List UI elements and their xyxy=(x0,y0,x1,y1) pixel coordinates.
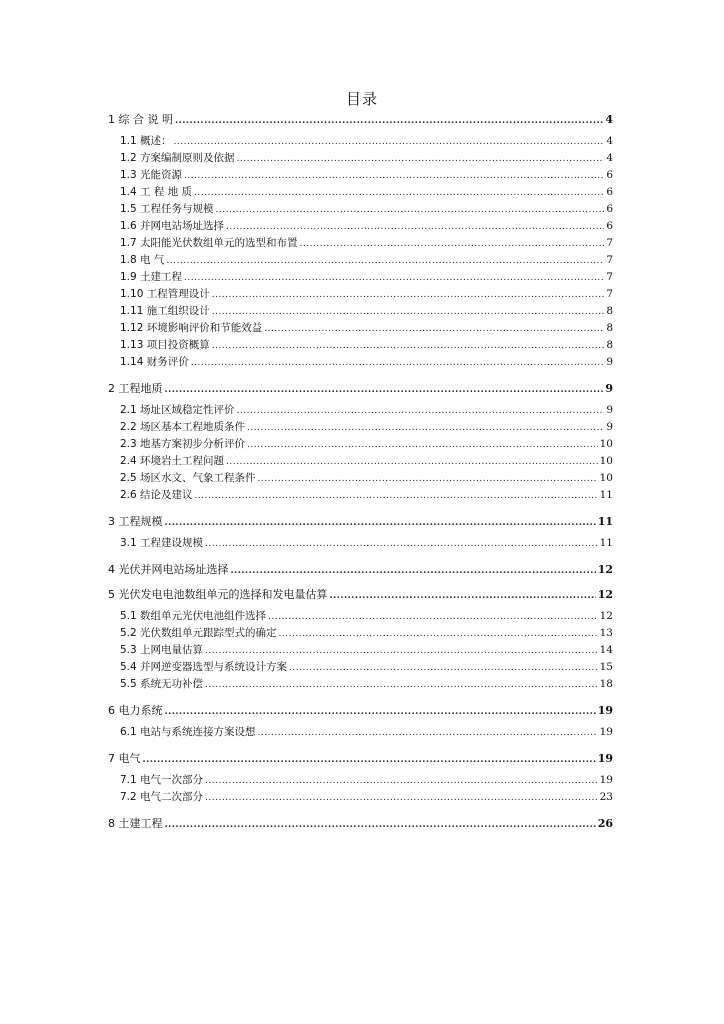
toc-dot-leader xyxy=(300,235,605,253)
toc-page-number: 4 xyxy=(605,113,613,126)
toc-section-entry[interactable] xyxy=(108,167,613,184)
toc-page-number: 19 xyxy=(597,704,613,717)
toc-page-number: 19 xyxy=(599,726,613,738)
toc-entry-label: 1.13 项目投资概算 xyxy=(120,339,210,351)
toc-dot-leader xyxy=(165,514,596,531)
toc-dot-leader xyxy=(289,659,598,677)
toc-dot-leader xyxy=(165,703,596,720)
toc-page-number: 11 xyxy=(599,489,613,501)
toc-entry-label: 2.4 环境岩土工程问题 xyxy=(120,455,225,467)
toc-title: 目录 xyxy=(345,90,378,108)
toc-section-entry[interactable] xyxy=(108,402,613,419)
toc-entry-label: 5.3 上网电量估算 xyxy=(120,644,204,656)
toc-page-number: 11 xyxy=(599,537,613,549)
toc-dot-leader xyxy=(166,252,604,270)
toc-section-entry[interactable] xyxy=(108,235,613,252)
toc-dot-leader xyxy=(175,112,603,129)
toc-dot-leader xyxy=(258,470,598,488)
toc-entry-label: 1.10 工程管理设计 xyxy=(120,288,210,300)
toc-section-entry[interactable] xyxy=(108,252,613,269)
toc-page-number: 8 xyxy=(606,339,613,351)
toc-section-entry[interactable] xyxy=(108,201,613,218)
toc-dot-leader xyxy=(195,487,598,505)
table-of-contents xyxy=(108,112,613,831)
toc-section-entry[interactable] xyxy=(108,535,613,552)
toc-section-entry[interactable] xyxy=(108,320,613,337)
toc-page-number: 19 xyxy=(599,774,613,786)
toc-entry-label: 3.1 工程建设规模 xyxy=(120,537,204,549)
toc-section-entry[interactable] xyxy=(108,184,613,201)
toc-dot-leader xyxy=(330,587,596,604)
toc-section-entry[interactable] xyxy=(108,337,613,354)
toc-dot-leader xyxy=(205,676,598,694)
toc-section-entry[interactable] xyxy=(108,789,613,806)
toc-chapter-entry[interactable] xyxy=(108,751,613,766)
toc-section-entry[interactable] xyxy=(108,470,613,487)
toc-entry-label: 1.14 财务评价 xyxy=(120,356,189,368)
toc-page-number: 9 xyxy=(606,356,613,368)
toc-section-entry[interactable] xyxy=(108,642,613,659)
toc-dot-leader xyxy=(258,724,598,742)
toc-dot-leader xyxy=(205,535,598,553)
toc-entry-label: 2.2 场区基本工程地质条件 xyxy=(120,421,246,433)
toc-chapter-entry[interactable] xyxy=(108,587,613,602)
toc-dot-leader xyxy=(191,354,605,372)
toc-entry-label: 1.3 光能资源 xyxy=(120,169,183,181)
toc-dot-leader xyxy=(212,337,605,355)
toc-page-number: 23 xyxy=(599,791,613,803)
toc-dot-leader xyxy=(205,642,598,660)
toc-dot-leader xyxy=(212,303,605,321)
toc-page-number: 6 xyxy=(606,169,613,181)
toc-dot-leader xyxy=(264,320,604,338)
toc-section-entry[interactable] xyxy=(108,453,613,470)
toc-chapter-entry[interactable] xyxy=(108,381,613,396)
toc-entry-label: 8 土建工程 xyxy=(108,817,163,830)
toc-entry-label: 1.1 概述： xyxy=(120,135,172,147)
toc-entry-label: 5 光伏发电电池数组单元的选择和发电量估算 xyxy=(108,588,328,601)
toc-dot-leader xyxy=(165,381,604,398)
toc-entry-label: 2.3 地基方案初步分析评价 xyxy=(120,438,246,450)
toc-entry-label: 1.12 环境影响评价和节能效益 xyxy=(120,322,263,334)
toc-section-entry[interactable] xyxy=(108,724,613,741)
toc-entry-label: 1.7 太阳能光伏数组单元的选型和布置 xyxy=(120,237,298,249)
toc-section-entry[interactable] xyxy=(108,659,613,676)
toc-chapter-entry[interactable] xyxy=(108,112,613,127)
toc-dot-leader xyxy=(226,453,598,471)
toc-entry-label: 1.11 施工组织设计 xyxy=(120,305,210,317)
toc-page-number: 18 xyxy=(599,678,613,690)
toc-entry-label: 1.5 工程任务与规模 xyxy=(120,203,214,215)
toc-entry-label: 1.4 工 程 地 质 xyxy=(120,186,193,198)
toc-page-number: 26 xyxy=(597,817,613,830)
toc-page-number: 12 xyxy=(597,563,613,576)
toc-entry-label: 2.6 结论及建议 xyxy=(120,489,193,501)
toc-section-entry[interactable] xyxy=(108,487,613,504)
toc-page-number: 10 xyxy=(599,438,613,450)
toc-entry-label: 7 电气 xyxy=(108,752,141,765)
toc-section-entry[interactable] xyxy=(108,676,613,693)
toc-chapter-entry[interactable] xyxy=(108,514,613,529)
toc-page-number: 9 xyxy=(606,404,613,416)
toc-entry-label: 4 光伏并网电站场址选择 xyxy=(108,563,229,576)
toc-page-number: 6 xyxy=(606,203,613,215)
toc-entry-label: 5.5 系统无功补偿 xyxy=(120,678,204,690)
toc-page-number: 7 xyxy=(606,254,613,266)
toc-page-number: 9 xyxy=(606,421,613,433)
toc-section-entry[interactable] xyxy=(108,133,613,150)
toc-page-number: 12 xyxy=(599,610,613,622)
toc-entry-label: 1.2 方案编制原则及依据 xyxy=(120,152,235,164)
toc-section-entry[interactable] xyxy=(108,218,613,235)
toc-entry-label: 5.1 数组单元光伏电池组件选择 xyxy=(120,610,267,622)
toc-entry-label: 7.1 电气一次部分 xyxy=(120,774,204,786)
toc-dot-leader xyxy=(174,133,605,151)
toc-section-entry[interactable] xyxy=(108,419,613,436)
toc-dot-leader xyxy=(247,436,598,454)
toc-chapter-entry[interactable] xyxy=(108,703,613,718)
toc-dot-leader xyxy=(231,562,596,579)
toc-dot-leader xyxy=(212,286,605,304)
toc-entry-label: 2 工程地质 xyxy=(108,382,163,395)
toc-entry-label: 5.2 光伏数组单元跟踪型式的确定 xyxy=(120,627,277,639)
toc-section-entry[interactable] xyxy=(108,608,613,625)
toc-entry-label: 3 工程规模 xyxy=(108,515,163,528)
toc-page-number: 4 xyxy=(606,152,613,164)
toc-dot-leader xyxy=(205,789,598,807)
toc-page-number: 7 xyxy=(606,288,613,300)
toc-section-entry[interactable] xyxy=(108,286,613,303)
toc-entry-label: 2.5 场区水文、气象工程条件 xyxy=(120,472,256,484)
toc-section-entry[interactable] xyxy=(108,772,613,789)
toc-section-entry[interactable] xyxy=(108,625,613,642)
toc-dot-leader xyxy=(184,167,604,185)
toc-dot-leader xyxy=(279,625,598,643)
toc-entry-label: 1.6 并网电站场址选择 xyxy=(120,220,225,232)
toc-dot-leader xyxy=(205,772,598,790)
toc-page-number: 10 xyxy=(599,455,613,467)
toc-entry-label: 5.4 并网逆变器选型与系统设计方案 xyxy=(120,661,288,673)
toc-page-number: 7 xyxy=(606,237,613,249)
toc-section-entry[interactable] xyxy=(108,269,613,286)
toc-section-entry[interactable] xyxy=(108,436,613,453)
toc-dot-leader xyxy=(268,608,598,626)
toc-page-number: 19 xyxy=(597,752,613,765)
toc-entry-label: 1.9 土建工程 xyxy=(120,271,183,283)
toc-page-number: 11 xyxy=(597,515,613,528)
toc-section-entry[interactable] xyxy=(108,150,613,167)
toc-page-number: 6 xyxy=(606,186,613,198)
toc-page-number: 7 xyxy=(606,271,613,283)
toc-dot-leader xyxy=(194,184,604,202)
toc-section-entry[interactable] xyxy=(108,303,613,320)
toc-dot-leader xyxy=(247,419,604,437)
toc-page-number: 8 xyxy=(606,305,613,317)
toc-page-number: 4 xyxy=(606,135,613,147)
toc-dot-leader xyxy=(216,201,605,219)
toc-page-number: 6 xyxy=(606,220,613,232)
toc-page-number: 8 xyxy=(606,322,613,334)
toc-page-number: 14 xyxy=(599,644,613,656)
toc-section-entry[interactable] xyxy=(108,354,613,371)
toc-entry-label: 1 综 合 说 明 xyxy=(108,113,173,126)
toc-page-number: 12 xyxy=(597,588,613,601)
toc-entry-label: 6.1 电站与系统连接方案设想 xyxy=(120,726,256,738)
toc-dot-leader xyxy=(226,218,604,236)
toc-dot-leader xyxy=(237,150,605,168)
toc-page-number: 9 xyxy=(605,382,613,395)
toc-entry-label: 1.8 电 气 xyxy=(120,254,165,266)
toc-dot-leader xyxy=(184,269,604,287)
toc-entry-label: 7.2 电气二次部分 xyxy=(120,791,204,803)
toc-dot-leader xyxy=(143,751,596,768)
toc-page-number: 15 xyxy=(599,661,613,673)
toc-page-number: 13 xyxy=(599,627,613,639)
toc-entry-label: 2.1 场址区域稳定性评价 xyxy=(120,404,235,416)
toc-page-number: 10 xyxy=(599,472,613,484)
toc-chapter-entry[interactable] xyxy=(108,816,613,831)
toc-entry-label: 6 电力系统 xyxy=(108,704,163,717)
toc-dot-leader xyxy=(237,402,605,420)
toc-dot-leader xyxy=(165,816,596,833)
toc-chapter-entry[interactable] xyxy=(108,562,613,577)
